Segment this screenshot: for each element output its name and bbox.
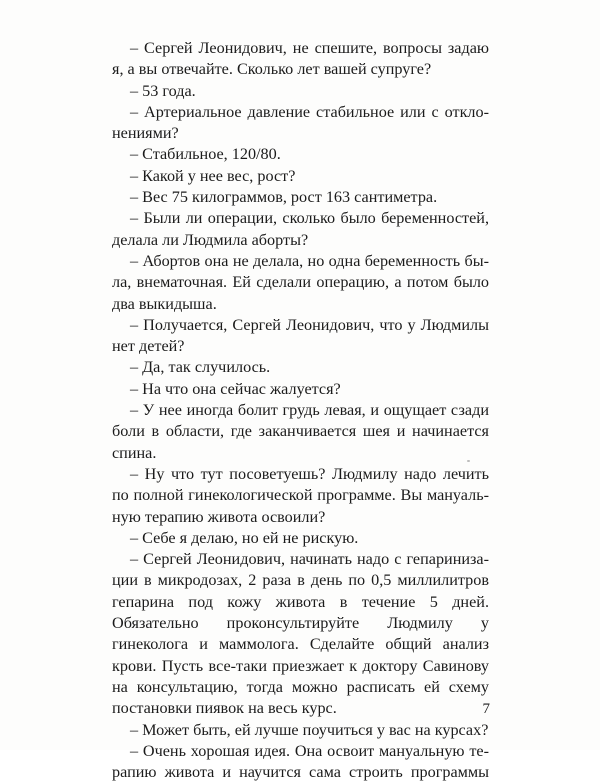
paragraph: – Сергей Леонидович, начинать надо с гепаринизaции в микродозах, 2 раза в день по 0,5 миллилитров гепарина под кожу живота в течение 5 дней. Обязательно проконсультируйте Людмилу у гинеколога и маммолога. Сделайте общий анализ крови. Пусть все-таки приезжает к доктору Савинову на консультацию, тогда можно расписать ей схему постановки пиявок на весь курс. bbox=[112, 550, 489, 718]
paragraph: – Да, так случилось. bbox=[130, 358, 271, 377]
paragraph: – Артериальное давление стабильное или с отклонениями? bbox=[112, 102, 489, 143]
paragraph: – На что она сейчас жалуется? bbox=[130, 379, 341, 398]
paragraph: – Стабильное, 120/80. bbox=[130, 145, 281, 164]
paragraph: – 53 года. bbox=[130, 81, 196, 100]
paragraph: – Вес 75 килограммов, рост 163 сантиметра. bbox=[130, 188, 438, 207]
text-body bbox=[112, 38, 489, 783]
paragraph: – Себе я делаю, но ей не рискую. bbox=[130, 528, 359, 547]
paragraph: – Какой у нее вес, рост? bbox=[130, 166, 296, 185]
scan-speck bbox=[467, 460, 470, 462]
paragraph: – Может быть, ей лучше поучиться у вас на курсах? bbox=[130, 720, 489, 739]
page-number: 7 bbox=[482, 701, 490, 717]
paragraph: – Получается, Сергей Леонидович, что у Людмилы нет детей? bbox=[112, 315, 489, 356]
paragraph: – Были ли операции, сколько было беременностей, делала ли Людмила аборты? bbox=[112, 209, 489, 249]
paragraph: – Абортов она не делала, но одна беременность была, внематочная. Ей сделали операцию, а потом было два выкидыша. bbox=[112, 251, 489, 313]
paragraph: – Ну что тут посоветуешь? Людмилу надо лечить по полной гинекологической программе. Вы мануальную терапию живота освоили? bbox=[112, 464, 489, 526]
paragraph: – Сергей Леонидович, не спешите, вопросы задаю я, а вы отвечайте. Сколько лет вашей супруге? bbox=[112, 39, 489, 79]
paragraph: – Очень хорошая идея. Она освоит мануальную терапию живота и научится сама строить программы bbox=[112, 741, 489, 782]
paragraph: – У нее иногда болит грудь левая, и ощущает сзади боли в области, где заканчивается шея и начинается спина. bbox=[112, 401, 489, 462]
